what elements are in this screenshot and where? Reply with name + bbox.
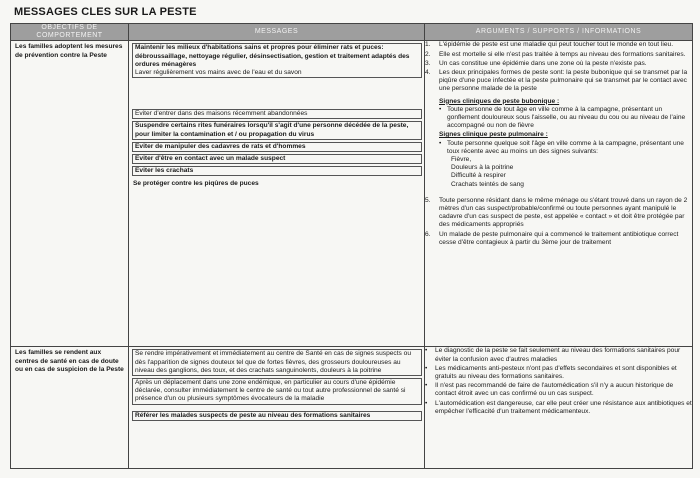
bullet-icon: • bbox=[425, 399, 428, 407]
objective-health-center: Les familles se rendent aux centres de santé en cas de doute ou en cas de suspicion de la Peste bbox=[11, 347, 129, 469]
table-row bbox=[11, 347, 693, 469]
bullet-icon: • bbox=[425, 347, 428, 355]
message-box: Suspendre certains rites funéraires lorsqu'il s'agit d'une personne décédée de la peste, pour limiter la contamination et / ou propagation du virus bbox=[132, 121, 422, 139]
bubonic-signs-title: Signes cliniques de peste bubonique : bbox=[439, 97, 560, 105]
table-header-row bbox=[11, 24, 693, 41]
list-item: 6. Un malade de peste pulmonaire qui a commencé le traitement antibiotique correct cesse d'être contagieux à partir du 3ème jour de traitement bbox=[425, 230, 679, 246]
arguments-prevention bbox=[425, 41, 693, 347]
bullet-icon: • bbox=[425, 364, 428, 372]
list-item: 3. Un cas constitue une épidémie dans une zone où la peste n'existe pas. bbox=[425, 59, 647, 67]
table-row bbox=[11, 41, 693, 347]
arguments-health-center bbox=[425, 347, 693, 469]
sign-item: Douleurs à la poitrine bbox=[451, 164, 514, 172]
list-item: • Il n'est pas recommandé de faire de l'automédication s'il n'y a aucun historique de contact étroit avec un cas confirmé ou un cas suspect. bbox=[425, 382, 674, 398]
list-item: • Toute personne de tout âge en ville comme à la campagne, présentant un gonflement douloureux sous l'aisselle, ou au niveau du cou ou au niveau de l'aine accompagné ou non de fièvre bbox=[439, 105, 686, 130]
message-text: Après un déplacement dans une zone endémique, en particulier au cours d'une épidémie déclarée, consulter immédiatement le centre de santé ou tout autre professionnel de santé si présence d'un ou plusieurs symptômes évocateurs de la maladie bbox=[135, 379, 406, 403]
message-box: Eviter d'entrer dans des maisons récemment abandonnées bbox=[132, 109, 422, 119]
key-messages-table bbox=[10, 23, 693, 469]
list-item: 1. L'épidémie de peste est une maladie qui peut toucher tout le monde en tout lieu. bbox=[425, 41, 674, 49]
message-text: Se protéger contre les piqûres de puces bbox=[133, 180, 259, 188]
list-item: • Toute personne quelque soit l'âge en ville comme à la campagne, présentant une toux récente avec au moins un des signes suivants: bbox=[439, 139, 684, 155]
message-box bbox=[132, 378, 422, 405]
header-objectives: OBJECTIFS DE COMPORTEMENT bbox=[11, 24, 129, 41]
sign-item: Difficulté à respirer bbox=[451, 172, 506, 180]
objective-prevention: Les familles adoptent les mesures de prévention contre la Peste bbox=[11, 41, 129, 347]
message-text: Laver régulièrement vos mains avec de l'eau et du savon bbox=[135, 69, 302, 77]
message-box: Eviter de manipuler des cadavres de rats et d'hommes bbox=[132, 142, 422, 152]
header-arguments: ARGUMENTS / SUPPORTS / INFORMATIONS bbox=[425, 24, 693, 41]
list-item: • Le diagnostic de la peste se fait seulement au niveau des formations sanitaires pour éviter la confusion avec d'autres maladies bbox=[425, 347, 681, 363]
message-box: Eviter les crachats bbox=[132, 166, 422, 176]
message-box bbox=[132, 43, 422, 78]
pulmonary-signs-title: Signes clinique peste pulmonaire : bbox=[439, 131, 548, 139]
message-box: Eviter d'être en contact avec un malade suspect bbox=[132, 154, 422, 164]
messages-health-center bbox=[129, 347, 425, 469]
message-box: Référer les malades suspects de peste au niveau des formations sanitaires bbox=[132, 411, 422, 421]
list-item: • L'automédication est dangereuse, car elle peut créer une résistance aux antibiotiques et empêcher l'efficacité d'un traitement médicamenteux. bbox=[425, 399, 692, 415]
message-box bbox=[132, 349, 422, 376]
message-text: Se rendre impérativement et immédiatement au centre de Santé en cas de signes suspects ou dès l'apparition de signes douteux tel que de fortes fièvres, des grosseurs douloureuses au niveau des ganglions, des toux, et des crachats sanguinolents, douleurs à la poitrine bbox=[135, 350, 411, 374]
header-messages: MESSAGES bbox=[129, 24, 425, 41]
list-item: 5. Toute personne résidant dans le même ménage ou s'étant trouvé dans un rayon de 2 mètres d'un cas suspect/probable/confirmé ou toute personnes ayant manipulé le cadavre d'un cas suspect de peste, est appelée « contact » et doit être protégée par des médicaments appropriés bbox=[425, 196, 688, 229]
page-title: MESSAGES CLES SUR LA PESTE bbox=[14, 6, 197, 18]
message-text: Maintenir les milieux d'habitations sains et propres pour éliminer rats et puces: débroussaillage, nettoyage régulier, désinsectisation, gestion et traitement adaptés des ordures ménagères bbox=[135, 44, 410, 68]
list-item: • Les médicaments anti-pesteux n'ont pas d'effets secondaires et sont disponibles et gratuits au niveau des formations sanitaires. bbox=[425, 364, 677, 381]
list-item: 4. Les deux principales formes de peste sont: la peste bubonique qui se transmet par la piqûre d'une puce infectée et la peste pulmonaire qui se transmet par le contact avec une personne malade de la peste bbox=[425, 69, 688, 93]
bullet-icon: • bbox=[439, 105, 442, 113]
messages-prevention bbox=[129, 41, 425, 347]
list-item: 2. Elle est mortelle si elle n'est pas traitée à temps au niveau des formations sanitaires. bbox=[425, 50, 686, 58]
bullet-icon: • bbox=[439, 139, 442, 147]
sign-item: Crachats teintés de sang bbox=[451, 180, 524, 188]
bullet-icon: • bbox=[425, 382, 428, 390]
sign-item: Fièvre, bbox=[451, 156, 472, 164]
